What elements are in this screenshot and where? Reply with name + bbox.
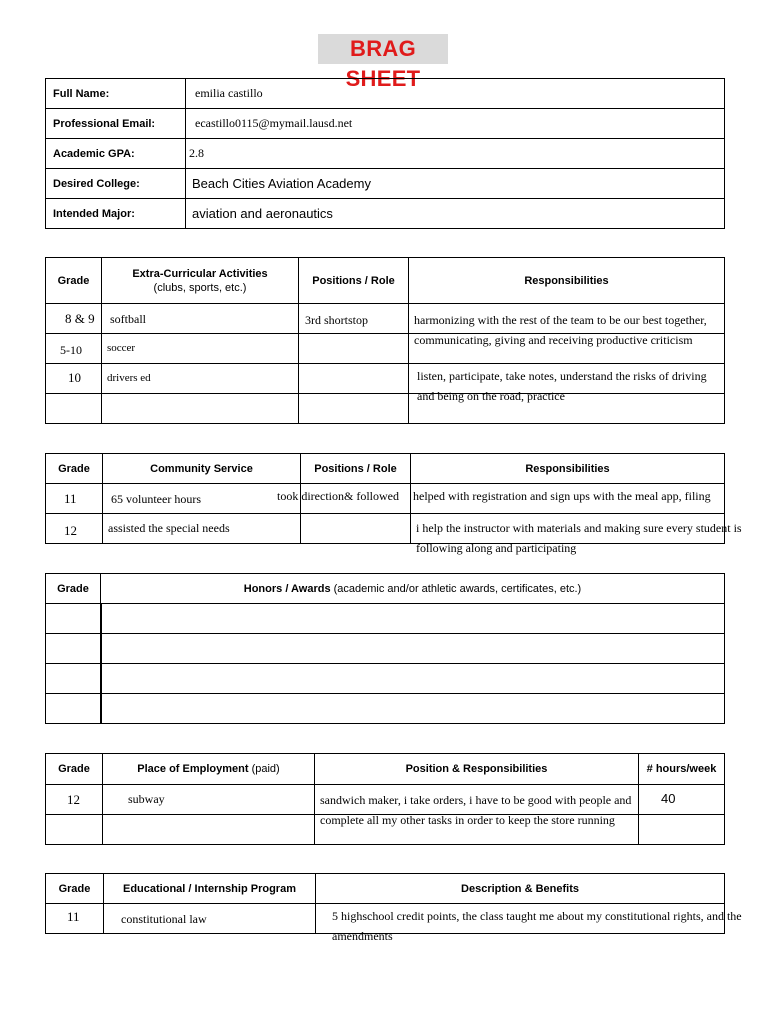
community-row-1-grade[interactable] xyxy=(46,484,103,514)
full-name-text: emilia castillo xyxy=(195,86,263,100)
activity-row-4-grade[interactable] xyxy=(46,394,102,424)
employment-row-2-place[interactable] xyxy=(103,815,315,845)
employment-row-1-place[interactable] xyxy=(103,785,315,815)
employment-row-1-position[interactable] xyxy=(315,785,639,827)
full-name-value[interactable] xyxy=(186,79,725,109)
activity-resp-text: harmonizing with the rest of the team to be our best together, communicating, giving and receiving productive criticism xyxy=(414,313,707,347)
community-resp-text: helped with registration and sign ups with the meal app, filing xyxy=(413,489,711,503)
activities-table xyxy=(45,257,725,424)
honors-row-3-award[interactable] xyxy=(101,664,725,694)
community-row-2-position[interactable] xyxy=(301,514,411,544)
education-row-1-program[interactable] xyxy=(104,904,316,934)
employment-row-2-position[interactable] xyxy=(315,815,639,845)
page-title: BRAG SHEET xyxy=(318,34,448,64)
education-row-1-desc[interactable] xyxy=(316,904,742,943)
community-row-2-grade[interactable] xyxy=(46,514,103,544)
gpa-label: Academic GPA: xyxy=(46,139,186,169)
activity-row-3-position[interactable] xyxy=(299,364,409,394)
activity-grade-text: 8 & 9 xyxy=(65,311,95,326)
activity-row-4-position[interactable] xyxy=(299,394,409,424)
employment-row-1-hours[interactable] xyxy=(639,785,725,815)
employment-grade-header: Grade xyxy=(46,754,103,785)
full-name-label: Full Name: xyxy=(46,79,186,109)
email-text: ecastillo0115@mymail.lausd.net xyxy=(195,116,353,130)
community-row-1-position[interactable] xyxy=(277,484,411,514)
employment-table xyxy=(45,753,725,845)
community-grade-text: 12 xyxy=(64,523,77,538)
activity-row-2-position[interactable] xyxy=(299,334,409,364)
activity-row-1-resp[interactable] xyxy=(409,304,725,347)
honors-table xyxy=(45,573,725,724)
college-value[interactable] xyxy=(186,169,725,199)
education-grade-text: 11 xyxy=(67,909,80,924)
community-row-1-service[interactable] xyxy=(103,484,301,514)
activity-row-4-activity[interactable] xyxy=(102,394,299,424)
education-program-header: Educational / Internship Program xyxy=(104,874,316,904)
employment-position-text: sandwich maker, i take orders, i have to be good with people and complete all my other tasks in order to keep the store running xyxy=(320,793,632,827)
activity-row-2-resp[interactable] xyxy=(409,334,725,364)
education-row-1-grade[interactable] xyxy=(46,904,104,934)
activity-row-2-activity[interactable] xyxy=(102,334,299,364)
activity-name-text: drivers ed xyxy=(107,372,151,384)
community-table xyxy=(45,453,742,555)
activity-row-2-grade[interactable] xyxy=(46,334,102,364)
community-service-text: 65 volunteer hours xyxy=(111,492,201,506)
college-text: Beach Cities Aviation Academy xyxy=(192,176,371,191)
community-row-1-resp[interactable] xyxy=(411,484,725,514)
major-value[interactable] xyxy=(186,199,725,229)
employment-hours-header: # hours/week xyxy=(639,754,725,785)
honors-row-2-grade[interactable] xyxy=(46,634,101,664)
activity-row-3-resp[interactable] xyxy=(409,364,725,403)
community-row-2-service[interactable] xyxy=(103,514,301,544)
activity-grade-text: 10 xyxy=(68,370,81,385)
honors-awards-subtitle: (academic and/or athletic awards, certificates, etc.) xyxy=(330,582,582,595)
community-position-text: took direction& followed xyxy=(277,489,399,503)
community-grade-text: 11 xyxy=(64,491,77,506)
community-grade-header: Grade xyxy=(46,454,103,484)
activity-grade-text: 5-10 xyxy=(60,343,82,357)
email-value[interactable] xyxy=(186,109,725,139)
honors-awards-title: Honors / Awards xyxy=(243,582,331,595)
honors-grade-header: Grade xyxy=(46,574,101,604)
activities-activity-header xyxy=(102,258,299,304)
community-resp-text: i help the instructor with materials and making sure every student is following along and participating xyxy=(416,521,742,555)
community-service-header: Community Service xyxy=(103,454,301,484)
community-resp-header: Responsibilities xyxy=(411,454,725,484)
employment-place-header xyxy=(103,754,315,785)
employment-place-subtitle: (paid) xyxy=(248,763,280,775)
employment-grade-text: 12 xyxy=(67,792,80,807)
gpa-value[interactable] xyxy=(186,139,725,169)
education-desc-text: 5 highschool credit points, the class taught me about my constitutional rights, and the amendments xyxy=(332,909,742,943)
education-grade-header: Grade xyxy=(46,874,104,904)
community-service-text: assisted the special needs xyxy=(108,521,230,535)
community-position-header: Positions / Role xyxy=(301,454,411,484)
activities-activity-title: Extra-Curricular Activities xyxy=(132,267,268,280)
activities-resp-header: Responsibilities xyxy=(409,258,725,304)
college-label: Desired College: xyxy=(46,169,186,199)
employment-position-header: Position & Responsibilities xyxy=(315,754,639,785)
activity-row-3-activity[interactable] xyxy=(102,364,299,394)
info-table xyxy=(45,78,725,229)
employment-row-1-grade[interactable] xyxy=(46,785,103,815)
activity-row-1-grade[interactable] xyxy=(46,304,102,334)
employment-place-text: subway xyxy=(128,792,165,806)
activity-row-1-activity[interactable] xyxy=(102,304,299,334)
education-table xyxy=(45,873,742,943)
activity-resp-text: listen, participate, take notes, understand the risks of driving and being on the road, practice xyxy=(417,369,707,403)
community-row-2-resp[interactable] xyxy=(411,514,742,555)
education-desc-header: Description & Benefits xyxy=(316,874,725,904)
activities-activity-subtitle: (clubs, sports, etc.) xyxy=(153,281,247,294)
employment-row-2-hours[interactable] xyxy=(639,815,725,845)
honors-awards-header xyxy=(101,574,725,604)
activity-row-1-position[interactable] xyxy=(299,304,409,334)
activity-name-text: softball xyxy=(110,312,146,326)
honors-row-1-award[interactable] xyxy=(101,604,725,634)
activities-grade-header: Grade xyxy=(46,258,102,304)
employment-row-2-grade[interactable] xyxy=(46,815,103,845)
honors-row-2-award[interactable] xyxy=(101,634,725,664)
major-label: Intended Major: xyxy=(46,199,186,229)
honors-row-1-grade[interactable] xyxy=(46,604,101,634)
education-program-text: constitutional law xyxy=(121,912,207,926)
activities-position-header: Positions / Role xyxy=(299,258,409,304)
major-text: aviation and aeronautics xyxy=(192,206,333,221)
honors-row-4-grade[interactable] xyxy=(46,694,101,724)
email-label: Professional Email: xyxy=(46,109,186,139)
gpa-text: 2.8 xyxy=(189,146,204,160)
activity-row-3-grade[interactable] xyxy=(46,364,102,394)
activity-name-text: soccer xyxy=(107,342,136,354)
activity-row-4-resp[interactable] xyxy=(409,394,725,424)
employment-place-title: Place of Employment xyxy=(137,763,249,775)
honors-row-3-grade[interactable] xyxy=(46,664,101,694)
honors-row-4-award[interactable] xyxy=(101,694,725,724)
employment-hours-text: 40 xyxy=(661,791,676,806)
activity-position-text: 3rd shortstop xyxy=(305,313,368,327)
